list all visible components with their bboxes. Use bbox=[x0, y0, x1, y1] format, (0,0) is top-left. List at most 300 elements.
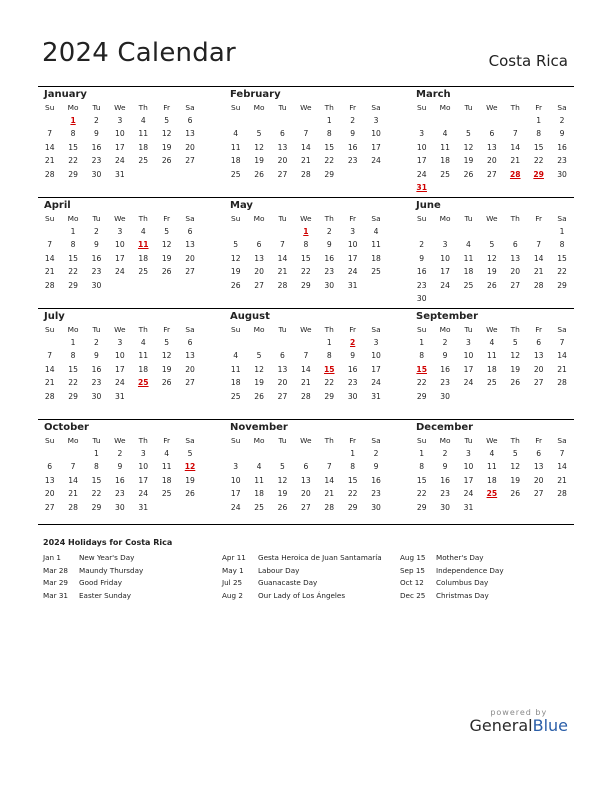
week-row bbox=[410, 501, 574, 514]
month-block bbox=[410, 87, 574, 194]
day-cell: 10 bbox=[138, 462, 149, 472]
day-cell: 19 bbox=[185, 475, 195, 485]
brand-logo bbox=[470, 708, 568, 735]
holiday-name: Gesta Heroica de Juan Santamaría bbox=[258, 553, 382, 562]
week-row bbox=[38, 336, 202, 349]
day-cell: 26 bbox=[510, 489, 521, 499]
day-cell: 30 bbox=[115, 502, 125, 512]
month-name: April bbox=[44, 200, 71, 211]
day-cell: 9 bbox=[373, 462, 379, 472]
day-cell: 6 bbox=[536, 338, 542, 347]
weekday-label: We bbox=[300, 214, 312, 223]
day-cell: 11 bbox=[137, 240, 149, 250]
day-cell bbox=[504, 390, 527, 403]
day-cell: 26 bbox=[510, 378, 521, 388]
day-cell: 15 bbox=[533, 142, 544, 152]
day-cell: 26 bbox=[161, 267, 172, 277]
day-cell: 21 bbox=[324, 489, 335, 499]
day-cell: 20 bbox=[185, 253, 195, 263]
day-cell: 10 bbox=[440, 253, 450, 263]
day-cell: 30 bbox=[440, 502, 450, 512]
day-cell: 25 bbox=[440, 169, 450, 179]
day-cell: 31 bbox=[416, 182, 427, 192]
weekday-header bbox=[410, 103, 574, 114]
day-cell bbox=[504, 501, 527, 514]
month-name: March bbox=[416, 89, 451, 100]
day-cell bbox=[550, 390, 573, 403]
day-cell: 1 bbox=[559, 227, 565, 236]
page-title: 2024 Calendar bbox=[42, 38, 236, 68]
day-cell: 22 bbox=[324, 156, 335, 166]
day-cell: 21 bbox=[557, 475, 567, 485]
holiday-name: Guanacaste Day bbox=[258, 578, 318, 588]
weekday-label: Th bbox=[138, 325, 148, 334]
day-cell: 13 bbox=[301, 475, 311, 485]
day-cell: 13 bbox=[185, 240, 195, 250]
day-cell: 2 bbox=[350, 338, 356, 347]
day-cell bbox=[364, 168, 387, 181]
day-cell: 19 bbox=[254, 378, 264, 388]
day-cell: 19 bbox=[161, 253, 172, 263]
day-cell: 1 bbox=[326, 116, 332, 125]
week-row bbox=[410, 154, 574, 167]
day-cell bbox=[38, 447, 61, 460]
day-cell: 28 bbox=[44, 169, 55, 179]
day-cell: 27 bbox=[44, 502, 55, 512]
holiday-date: Dec 25 bbox=[400, 590, 426, 600]
day-cell bbox=[247, 225, 270, 238]
weekday-label: We bbox=[114, 325, 126, 334]
holiday-date: Mar 31 bbox=[43, 590, 68, 600]
weekday-label: Th bbox=[138, 103, 148, 112]
weekday-label: Su bbox=[45, 436, 55, 445]
day-cell: 29 bbox=[416, 391, 427, 401]
day-cell: 12 bbox=[463, 142, 474, 152]
day-cell: 11 bbox=[230, 364, 241, 374]
day-cell: 16 bbox=[416, 267, 427, 277]
day-cell: 3 bbox=[117, 338, 123, 347]
week-row bbox=[38, 127, 202, 140]
weekday-label: Tu bbox=[92, 325, 101, 334]
day-cell: 16 bbox=[440, 364, 450, 374]
weekday-label: We bbox=[300, 325, 312, 334]
day-cell: 18 bbox=[230, 378, 241, 388]
day-cell: 18 bbox=[254, 489, 264, 499]
weekday-label: Sa bbox=[371, 103, 381, 112]
day-cell: 7 bbox=[303, 129, 309, 139]
day-cell: 22 bbox=[347, 489, 358, 499]
month-block bbox=[38, 420, 202, 514]
day-cell: 22 bbox=[301, 267, 311, 277]
day-cell: 28 bbox=[301, 391, 311, 401]
day-cell: 25 bbox=[137, 378, 149, 388]
week-row bbox=[38, 501, 202, 514]
day-cell: 13 bbox=[185, 351, 195, 361]
day-cell: 9 bbox=[94, 129, 99, 139]
day-cell: 21 bbox=[68, 489, 78, 499]
day-cell: 7 bbox=[70, 462, 76, 472]
day-cell: 31 bbox=[347, 280, 358, 290]
day-cell: 16 bbox=[91, 253, 102, 263]
week-row bbox=[224, 336, 388, 349]
day-cell: 8 bbox=[419, 462, 425, 472]
holiday-name: Independence Day bbox=[436, 565, 504, 575]
holidays-heading: 2024 Holidays for Costa Rica bbox=[43, 538, 173, 547]
day-cell: 30 bbox=[91, 169, 102, 179]
day-cell: 24 bbox=[230, 502, 241, 512]
week-row bbox=[224, 487, 388, 500]
week-row bbox=[224, 501, 388, 514]
day-cell: 5 bbox=[256, 351, 262, 361]
day-cell: 18 bbox=[371, 253, 381, 263]
day-cell bbox=[132, 168, 155, 181]
day-cell: 26 bbox=[254, 169, 264, 179]
day-cell: 1 bbox=[536, 116, 542, 125]
weekday-label: Fr bbox=[349, 214, 357, 223]
day-cell: 23 bbox=[371, 489, 381, 499]
day-cell: 22 bbox=[68, 267, 78, 277]
weekday-label: We bbox=[114, 436, 126, 445]
week-row bbox=[38, 349, 202, 362]
weekday-label: Mo bbox=[67, 436, 79, 445]
week-row bbox=[224, 460, 388, 473]
week-row bbox=[38, 168, 202, 181]
day-cell bbox=[480, 390, 503, 403]
day-cell bbox=[457, 181, 480, 194]
day-cell: 22 bbox=[533, 156, 544, 166]
day-cell: 24 bbox=[463, 378, 474, 388]
day-cell: 10 bbox=[347, 240, 358, 250]
holiday-item bbox=[400, 577, 504, 590]
day-cell: 10 bbox=[371, 351, 381, 361]
day-cell: 24 bbox=[371, 156, 381, 166]
month-block bbox=[38, 87, 202, 181]
day-cell: 17 bbox=[371, 364, 381, 374]
day-cell: 12 bbox=[161, 351, 172, 361]
day-cell bbox=[527, 181, 550, 194]
day-cell: 13 bbox=[487, 142, 497, 152]
weekday-label: Th bbox=[324, 325, 334, 334]
day-cell: 15 bbox=[91, 475, 102, 485]
weekday-label: Fr bbox=[163, 103, 171, 112]
week-row bbox=[38, 474, 202, 487]
holiday-item bbox=[222, 552, 382, 565]
day-cell: 25 bbox=[138, 156, 149, 166]
weekday-label: Sa bbox=[371, 436, 381, 445]
weekday-label: Su bbox=[417, 214, 427, 223]
day-cell: 3 bbox=[466, 449, 471, 458]
weekday-label: Tu bbox=[464, 214, 473, 223]
day-cell: 27 bbox=[510, 280, 521, 290]
day-cell: 25 bbox=[254, 502, 264, 512]
day-cell: 9 bbox=[559, 129, 565, 139]
day-cell: 19 bbox=[463, 156, 474, 166]
week-row bbox=[410, 238, 574, 251]
day-cell: 29 bbox=[324, 169, 335, 179]
holiday-name: Mother's Day bbox=[436, 553, 484, 562]
weekday-label: Fr bbox=[349, 103, 357, 112]
day-cell: 1 bbox=[350, 449, 356, 458]
holiday-item bbox=[43, 565, 143, 578]
day-cell: 17 bbox=[371, 142, 381, 152]
day-cell: 3 bbox=[373, 338, 379, 347]
weekday-label: Fr bbox=[535, 103, 543, 112]
week-row bbox=[410, 279, 574, 292]
day-cell: 14 bbox=[44, 142, 55, 152]
weekday-label: Mo bbox=[253, 103, 265, 112]
day-cell: 18 bbox=[440, 156, 450, 166]
weekday-label: Tu bbox=[92, 103, 101, 112]
day-cell: 24 bbox=[371, 378, 381, 388]
day-cell: 9 bbox=[442, 351, 448, 361]
day-cell: 2 bbox=[326, 227, 332, 236]
holiday-item bbox=[222, 565, 382, 578]
day-cell: 23 bbox=[416, 280, 427, 290]
day-cell: 29 bbox=[533, 169, 544, 179]
weekday-label: Tu bbox=[278, 103, 287, 112]
day-cell bbox=[224, 336, 247, 349]
day-cell: 2 bbox=[419, 240, 425, 250]
day-cell: 2 bbox=[350, 116, 356, 125]
weekday-label: Th bbox=[510, 436, 520, 445]
day-cell: 23 bbox=[440, 489, 450, 499]
weekday-label: Sa bbox=[185, 325, 195, 334]
day-cell: 20 bbox=[277, 378, 288, 388]
week-row bbox=[224, 168, 388, 181]
day-cell: 18 bbox=[161, 475, 172, 485]
weekday-label: Fr bbox=[535, 325, 543, 334]
day-cell bbox=[178, 501, 201, 514]
day-cell: 14 bbox=[533, 253, 544, 263]
weekday-label: Fr bbox=[349, 436, 357, 445]
day-cell: 14 bbox=[68, 475, 78, 485]
day-cell: 12 bbox=[254, 142, 264, 152]
month-block bbox=[410, 309, 574, 403]
day-cell: 13 bbox=[277, 364, 288, 374]
powered-by-text: powered by bbox=[490, 708, 548, 717]
day-cell bbox=[550, 501, 573, 514]
week-row bbox=[410, 265, 574, 278]
day-cell: 20 bbox=[277, 156, 288, 166]
day-cell: 28 bbox=[557, 489, 567, 499]
week-row bbox=[410, 474, 574, 487]
day-cell: 1 bbox=[419, 449, 425, 458]
week-row bbox=[38, 390, 202, 403]
day-cell: 5 bbox=[164, 227, 170, 236]
weekday-label: Sa bbox=[557, 103, 567, 112]
week-row bbox=[410, 168, 574, 181]
day-cell: 26 bbox=[254, 391, 264, 401]
day-cell bbox=[504, 181, 527, 194]
day-cell: 11 bbox=[371, 240, 381, 250]
week-row bbox=[224, 225, 388, 238]
day-cell: 6 bbox=[256, 240, 262, 250]
week-row bbox=[38, 225, 202, 238]
day-cell bbox=[294, 447, 317, 460]
day-cell bbox=[155, 390, 178, 403]
day-cell bbox=[224, 114, 247, 127]
day-cell: 8 bbox=[419, 351, 425, 361]
day-cell: 8 bbox=[326, 351, 332, 361]
day-cell: 3 bbox=[466, 338, 471, 347]
day-cell: 12 bbox=[230, 253, 241, 263]
weekday-header bbox=[410, 214, 574, 225]
day-cell: 26 bbox=[161, 156, 172, 166]
day-cell: 6 bbox=[187, 338, 193, 347]
weekday-label: Mo bbox=[253, 325, 265, 334]
day-cell: 31 bbox=[115, 169, 125, 179]
weekday-label: Tu bbox=[92, 436, 101, 445]
day-cell: 16 bbox=[115, 475, 125, 485]
day-cell bbox=[504, 114, 527, 127]
day-cell: 6 bbox=[489, 129, 495, 139]
week-row bbox=[410, 447, 574, 460]
holiday-name: Christmas Day bbox=[436, 590, 489, 600]
month-block bbox=[224, 309, 388, 403]
day-cell: 29 bbox=[557, 280, 567, 290]
day-cell: 15 bbox=[324, 142, 335, 152]
day-cell: 8 bbox=[94, 462, 99, 472]
day-cell: 8 bbox=[350, 462, 356, 472]
week-row bbox=[224, 141, 388, 154]
day-cell: 21 bbox=[301, 156, 311, 166]
weekday-label: Mo bbox=[67, 214, 79, 223]
weekday-label: Th bbox=[324, 436, 334, 445]
day-cell: 22 bbox=[91, 489, 102, 499]
week-row bbox=[410, 141, 574, 154]
day-cell: 5 bbox=[164, 116, 170, 125]
day-cell: 27 bbox=[185, 378, 195, 388]
holiday-name: New Year's Day bbox=[79, 553, 135, 562]
weekday-label: We bbox=[486, 103, 498, 112]
day-cell bbox=[433, 292, 456, 305]
brand-name bbox=[470, 716, 568, 735]
weekday-label: Th bbox=[138, 436, 148, 445]
day-cell: 27 bbox=[277, 391, 288, 401]
day-cell: 12 bbox=[487, 253, 497, 263]
day-cell: 9 bbox=[326, 240, 332, 250]
weekday-label: Mo bbox=[253, 214, 265, 223]
day-cell: 7 bbox=[559, 449, 565, 458]
day-cell: 18 bbox=[487, 475, 497, 485]
week-row bbox=[38, 238, 202, 251]
week-row bbox=[224, 474, 388, 487]
week-row bbox=[410, 181, 574, 194]
day-cell: 24 bbox=[115, 267, 125, 277]
weekday-label: Mo bbox=[67, 325, 79, 334]
day-cell: 29 bbox=[324, 391, 335, 401]
day-cell: 2 bbox=[117, 449, 123, 458]
day-cell: 5 bbox=[187, 449, 193, 458]
weekday-label: Fr bbox=[535, 436, 543, 445]
day-cell: 30 bbox=[324, 280, 335, 290]
day-cell: 23 bbox=[440, 378, 450, 388]
week-row bbox=[410, 127, 574, 140]
day-cell: 21 bbox=[277, 267, 288, 277]
day-cell: 25 bbox=[138, 267, 149, 277]
day-cell: 30 bbox=[440, 391, 450, 401]
day-cell: 19 bbox=[161, 364, 172, 374]
day-cell: 9 bbox=[419, 253, 425, 263]
day-cell: 21 bbox=[301, 378, 311, 388]
week-row bbox=[38, 376, 202, 389]
day-cell: 11 bbox=[487, 462, 497, 472]
day-cell bbox=[550, 181, 573, 194]
weekday-label: Mo bbox=[439, 325, 451, 334]
day-cell: 3 bbox=[117, 116, 123, 125]
weekday-label: Sa bbox=[185, 103, 195, 112]
day-cell: 10 bbox=[463, 351, 474, 361]
month-name: February bbox=[230, 89, 281, 100]
weekday-label: Sa bbox=[371, 214, 381, 223]
day-cell: 27 bbox=[533, 489, 544, 499]
weekday-label: Su bbox=[45, 103, 55, 112]
weekday-label: Sa bbox=[185, 436, 195, 445]
day-cell: 5 bbox=[164, 338, 170, 347]
day-cell: 23 bbox=[324, 267, 335, 277]
day-cell bbox=[224, 225, 247, 238]
holiday-date: Sep 15 bbox=[400, 565, 425, 575]
calendar-grid bbox=[38, 86, 574, 530]
day-cell: 6 bbox=[536, 449, 542, 458]
day-cell: 29 bbox=[68, 391, 78, 401]
day-cell: 13 bbox=[277, 142, 288, 152]
day-cell: 16 bbox=[347, 142, 358, 152]
day-cell: 6 bbox=[47, 462, 53, 472]
holiday-date: Aug 15 bbox=[400, 553, 426, 562]
week-row bbox=[224, 349, 388, 362]
day-cell: 12 bbox=[184, 462, 196, 472]
day-cell: 23 bbox=[91, 156, 102, 166]
day-cell: 24 bbox=[463, 489, 474, 499]
day-cell: 8 bbox=[536, 129, 542, 139]
day-cell: 29 bbox=[301, 280, 311, 290]
day-cell: 14 bbox=[301, 364, 311, 374]
day-cell: 10 bbox=[416, 142, 427, 152]
month-row bbox=[38, 419, 574, 530]
day-cell: 11 bbox=[463, 253, 474, 263]
day-cell: 7 bbox=[303, 351, 309, 361]
day-cell: 8 bbox=[326, 129, 332, 139]
day-cell bbox=[457, 225, 480, 238]
day-cell: 10 bbox=[115, 351, 125, 361]
weekday-label: We bbox=[486, 325, 498, 334]
weekday-label: Mo bbox=[67, 103, 79, 112]
brand-name-part2: Blue bbox=[532, 716, 568, 735]
day-cell: 10 bbox=[371, 129, 381, 139]
day-cell: 20 bbox=[44, 489, 55, 499]
holiday-column bbox=[222, 552, 382, 602]
weekday-header bbox=[224, 436, 388, 447]
day-cell: 6 bbox=[280, 129, 285, 139]
day-cell: 25 bbox=[230, 169, 241, 179]
weekday-label: Fr bbox=[349, 325, 357, 334]
weekday-label: Mo bbox=[439, 214, 451, 223]
day-cell: 9 bbox=[350, 351, 356, 361]
day-cell: 19 bbox=[254, 156, 264, 166]
day-cell: 14 bbox=[301, 142, 311, 152]
day-cell: 28 bbox=[301, 169, 311, 179]
holiday-item bbox=[43, 577, 143, 590]
holiday-date: Jul 25 bbox=[222, 578, 243, 588]
holiday-item bbox=[400, 552, 504, 565]
day-cell: 13 bbox=[254, 253, 264, 263]
day-cell bbox=[178, 390, 201, 403]
weekday-label: Sa bbox=[185, 214, 195, 223]
day-cell: 5 bbox=[512, 449, 518, 458]
weekday-header bbox=[410, 436, 574, 447]
day-cell: 31 bbox=[463, 502, 474, 512]
